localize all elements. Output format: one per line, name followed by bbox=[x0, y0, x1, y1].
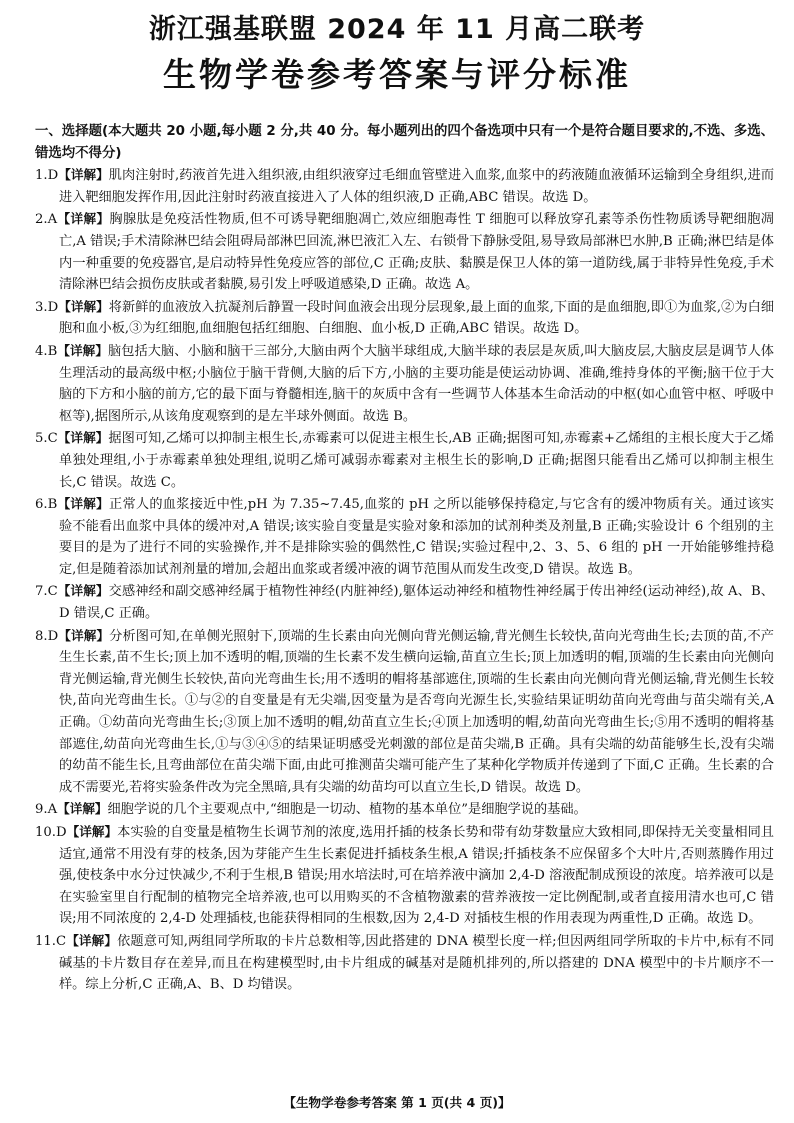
explanation-text: 据图可知,乙烯可以抑制主根生长,赤霉素可以促进主根生长,AB 正确;据图可知,赤霉素+乙烯组的主根长度大于乙烯单独处理组,小于赤霉素单独处理组,说明乙烯可减弱赤霉素对主根生长的影响,D 正确;据图只能看出乙烯可以抑制主根生长,C 错误。故选 C。 bbox=[59, 431, 774, 490]
explanation-tag: 【详解】 bbox=[57, 211, 110, 227]
answer-item bbox=[35, 798, 774, 821]
explanation-tag: 【详解】 bbox=[57, 342, 108, 358]
explanation-tag: 【详解】 bbox=[66, 932, 118, 948]
explanation-text: 本实验的自变量是植物生长调节剂的浓度,选用扦插的枝条长势和带有幼芽数量应大致相同,即保持无关变量相同且适宜,通常不用没有芽的枝条,因为芽能产生生长素促进扦插枝条生根,A 错误;扦插枝条不应保留多个大叶片,否则蒸腾作用过强,使枝条中水分过快减少,不利于生根,B 错误;用水培法时,可在培养液中滴加 2,4-D 溶液配制成预设的浓度。培养液可以是在实验室里自行配制的植物完全培养液,也可以用购买的不含植物激素的营养液按一定比例配制,或者直接用清水也可,C 错误;用不同浓度的 2,4-D 处理插枝,也能获得相同的生根数,因为 2,4-D 对插枝生根的作用表现为两重性,D 正确。故选 D。 bbox=[59, 825, 774, 927]
explanation-text: 将新鲜的血液放入抗凝剂后静置一段时间血液会出现分层现象,最上面的血浆,下面的是血细胞,即①为血浆,②为白细胞和血小板,③为红细胞,血细胞包括红细胞、白细胞、血小板,D 正确,ABC 错误。故选 D。 bbox=[59, 299, 775, 337]
answer-letter: A bbox=[47, 212, 58, 228]
answer-item bbox=[35, 340, 774, 427]
explanation-tag: 【详解】 bbox=[58, 167, 109, 183]
answer-letter: B bbox=[47, 343, 58, 359]
answer-item bbox=[35, 427, 774, 493]
answer-item bbox=[35, 296, 774, 340]
answer-item bbox=[35, 164, 774, 208]
answer-item bbox=[35, 930, 774, 996]
answer-letter: C bbox=[47, 431, 58, 447]
section-heading: 一、选择题(本大题共 20 小题,每小题 2 分,共 40 分。每小题列出的四个备选项中只有一个是符合题目要求的,不选、多选、错选均不得分) bbox=[35, 124, 774, 161]
question-number: 1. bbox=[35, 168, 48, 184]
answer-letter: D bbox=[47, 628, 59, 644]
question-list bbox=[35, 164, 774, 996]
answer-item bbox=[35, 208, 774, 295]
explanation-text: 细胞学说的几个主要观点中,“细胞是一切动、植物的基本单位”是细胞学说的基础。 bbox=[107, 802, 587, 818]
answer-letter: C bbox=[47, 584, 58, 600]
explanation-text: 交感神经和副交感神经属于植物性神经(内脏神经),躯体运动神经和植物性神经属于传出神经(运动神经),故 A、B、D 错误,C 正确。 bbox=[59, 584, 774, 622]
explanation-tag: 【详解】 bbox=[57, 496, 109, 512]
question-number: 4. bbox=[35, 343, 48, 359]
answer-content bbox=[35, 121, 774, 996]
explanation-tag: 【详解】 bbox=[57, 583, 109, 599]
explanation-text: 胸腺肽是免疫活性物质,但不可诱导靶细胞凋亡,效应细胞毒性 T 细胞可以释放穿孔素等杀伤性物质诱导靶细胞凋亡,A 错误;手术清除淋巴结会阻碍局部淋巴回流,淋巴液汇入左、右锁骨下静脉受阻,易导致局部淋巴水肿,B 正确;淋巴结是体内一种重要的免疫器官,是启动特异性免疫应答的部位,C 正确;皮肤、黏膜是保卫人体的第一道防线,属于非特异性免疫,手术清除淋巴结会损伤皮肤或者黏膜,易引发上呼吸道感染,D 正确。故选 A。 bbox=[59, 212, 774, 293]
answer-item bbox=[35, 493, 774, 580]
explanation-tag: 【详解】 bbox=[57, 430, 109, 446]
title-line-1: 浙江强基联盟 2024 年 11 月高二联考 bbox=[148, 14, 646, 45]
explanation-text: 依题意可知,两组同学所取的卡片总数相等,因此搭建的 DNA 模型长度一样;但因两组同学所取的卡片中,标有不同碱基的卡片数目存在差异,而且在构建模型时,由卡片组成的碱基对是随机排列的,所以搭建的 DNA 模型中的卡片顺序不一样。综上分析,C 正确,A、B、D 均错误。 bbox=[59, 933, 775, 993]
answer-item bbox=[35, 580, 774, 624]
explanation-tag: 【详解】 bbox=[58, 627, 110, 643]
answer-item bbox=[35, 821, 774, 930]
explanation-text: 脑包括大脑、小脑和脑干三部分,大脑由两个大脑半球组成,大脑半球的表层是灰质,叫大脑皮层,大脑皮层是调节人体生理活动的最高级中枢;小脑位于脑干背侧,大脑的后下方,小脑的主要功能是使运动协调、准确,维持身体的平衡;脑干位于大脑的下方和小脑的前方,它的最下面与脊髓相连,脑干的灰质中含有一些调节人体基本生命活动的中枢(如心血管中枢、呼吸中枢等),据图所示,从该角度观察到的是左半球外侧面。故选 B。 bbox=[59, 343, 774, 424]
explanation-tag: 【详解】 bbox=[66, 824, 118, 839]
answer-letter: D bbox=[47, 299, 59, 315]
question-number: 5. bbox=[35, 431, 48, 447]
answer-letter: D bbox=[55, 825, 67, 840]
answer-letter: A bbox=[47, 802, 58, 818]
question-number: 9. bbox=[35, 802, 48, 818]
title-line-2: 生物学卷参考答案与评分标准 bbox=[163, 55, 631, 94]
question-number: 6. bbox=[35, 497, 48, 513]
answer-letter: C bbox=[55, 933, 67, 949]
answer-letter: B bbox=[47, 497, 58, 513]
explanation-tag: 【详解】 bbox=[58, 298, 109, 314]
question-number: 8. bbox=[35, 628, 48, 644]
page-footer: 【生物学卷参考答案 第 1 页(共 4 页)】 bbox=[283, 1095, 511, 1110]
question-number: 3. bbox=[35, 299, 48, 315]
answer-item bbox=[35, 625, 774, 799]
question-number: 11. bbox=[35, 933, 56, 949]
explanation-text: 分析图可知,在单侧光照射下,顶端的生长素由向光侧向背光侧运输,背光侧生长较快,苗向光弯曲生长;去顶的苗,不产生生长素,苗不生长;顶上加不透明的帽,顶端的生长素不发生横向运输,苗直立生长;顶上加透明的帽,顶端的生长素由向光侧向背光侧运输,背光侧生长较快,苗向光弯曲生长;用不透明的帽将基部遮住,顶端的生长素由向光侧向背光侧运输,背光侧生长较快,苗向光弯曲生长。①与②的自变量是有无尖端,因变量为是否弯向光源生长,实验结果证明幼苗向光弯曲与苗尖端有关,A 正确。①幼苗向光弯曲生长;③顶上加不透明的帽,幼苗直立生长;④顶上加透明的帽,幼苗向光弯曲生长;⑤用不透明的帽将基部遮住,幼苗向光弯曲生长,①与③④⑤的结果证明感受光刺激的部位是苗尖端,B 正确。具有尖端的幼苗能够生长,没有尖端的幼苗不能生长,且弯曲部位在苗尖端下面,由此可推测苗尖端可能产生了某种化学物质并传递到了下面,C 正确。生长素的合成不需要光,若将实验条件改为完全黑暗,具有尖端的幼苗均可以直立生长,D 错误。故选 D。 bbox=[59, 628, 774, 795]
question-number: 7. bbox=[35, 584, 48, 600]
answer-letter: D bbox=[47, 168, 59, 184]
question-number: 2. bbox=[35, 212, 48, 228]
explanation-tag: 【详解】 bbox=[57, 801, 108, 817]
explanation-text: 正常人的血浆接近中性,pH 为 7.35~7.45,血浆的 pH 之所以能够保持稳定,与它含有的缓冲物质有关。通过该实验不能看出血浆中具体的缓冲对,A 错误;该实验自变量是实验对象和添加的试剂种类及剂量,B 正确;实验设计 6 个组别的主要目的是为了进行不同的实验操作,并不是排除实验的偶然性,C 错误;实验过程中,2、3、5、6 组的 pH 一开始能够维持稳定,但是随着添加试剂剂量的增加,会超出血浆或者缓冲液的调节范围从而发生改变,D 错误。故选 B。 bbox=[59, 497, 774, 577]
question-number: 10. bbox=[35, 825, 56, 840]
explanation-text: 肌肉注射时,药液首先进入组织液,由组织液穿过毛细血管壁进入血浆,血浆中的药液随血液循环运输到全身组织,进而进入靶细胞发挥作用,因此注射时药液直接进入了人体的组织液,D 正确,ABC 错误。故选 D。 bbox=[59, 168, 775, 205]
